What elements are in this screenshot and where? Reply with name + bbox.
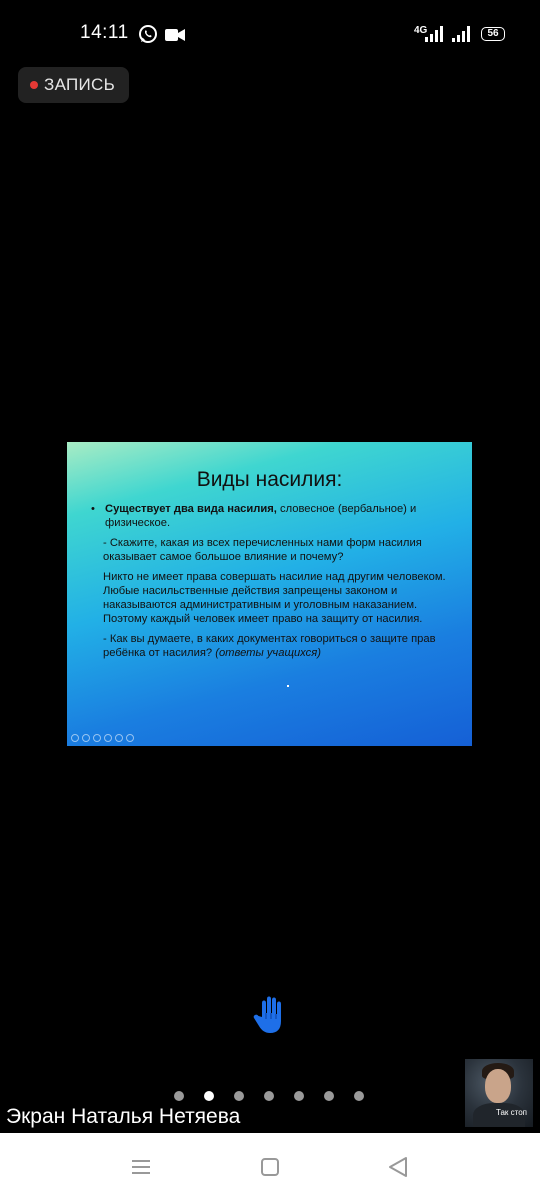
home-icon[interactable] (258, 1155, 282, 1179)
slides-grid-icon[interactable] (104, 734, 112, 742)
bullet-icon: • (91, 503, 95, 515)
bullet-rest-text: словесное (вербальное) и физическое. (105, 503, 417, 529)
recording-indicator (18, 67, 129, 103)
slide-question-2-note: (ответы учащихся) (215, 647, 321, 659)
page-dot[interactable] (324, 1091, 334, 1101)
bullet-text (105, 502, 451, 530)
page-dot-active[interactable] (204, 1091, 214, 1101)
page-dot[interactable] (234, 1091, 244, 1101)
back-icon[interactable] (386, 1155, 410, 1179)
status-time: 14:11 (80, 22, 129, 43)
screen-owner-label: Экран Наталья Нетяева (6, 1105, 241, 1128)
zoom-icon[interactable] (115, 734, 123, 742)
shared-slide[interactable] (67, 442, 472, 746)
previous-slide-icon[interactable] (71, 734, 79, 742)
battery-level: 56 (487, 28, 499, 39)
whatsapp-icon (138, 24, 158, 44)
pointer-cursor-icon (287, 685, 289, 687)
pen-icon[interactable] (93, 734, 101, 742)
participant-thumbnail[interactable] (465, 1059, 533, 1127)
video-camera-icon (165, 28, 185, 42)
next-slide-icon[interactable] (82, 734, 90, 742)
slide-question-2-text: - Как вы думаете, в каких документах говориться о защите прав ребёнка от насилия? (103, 633, 436, 659)
menu-icon[interactable] (129, 1155, 153, 1179)
slide-body (91, 502, 451, 666)
recording-dot-icon (30, 81, 38, 89)
slide-title: Виды насилия: (196, 468, 343, 491)
network-type: 4G (414, 25, 428, 36)
status-bar (0, 0, 540, 68)
page-indicator[interactable] (174, 1091, 364, 1101)
navigation-bar (0, 1133, 540, 1200)
page-dot[interactable] (354, 1091, 364, 1101)
recording-label: ЗАПИСЬ (44, 75, 116, 94)
battery-icon (481, 27, 505, 41)
page-dot[interactable] (294, 1091, 304, 1101)
slide-statement: Никто не имеет права совершать насилие над другим человеком. Любые насильственные действия запрещены законом и наказываются административным и уголовным наказанием. Поэтому каждый человек имеет право на защиту от насилия. (103, 571, 446, 625)
signal-icon (425, 26, 443, 42)
bullet-bold-text: Существует два вида насилия, (105, 503, 277, 515)
signal-icon (452, 26, 472, 42)
participant-name: Так стоп (495, 1108, 527, 1117)
page-dot[interactable] (174, 1091, 184, 1101)
slide-question-1: - Скажите, какая из всех перечисленных нами форм насилия оказывает самое большое влияние и почему? (103, 537, 422, 563)
raise-hand-icon[interactable] (252, 995, 288, 1035)
slide-bullet (91, 502, 451, 530)
slide-question-2 (91, 632, 451, 660)
thumbnail-face (485, 1069, 511, 1103)
more-options-icon[interactable] (126, 734, 134, 742)
slide-toolbar (71, 734, 134, 742)
page-dot[interactable] (264, 1091, 274, 1101)
